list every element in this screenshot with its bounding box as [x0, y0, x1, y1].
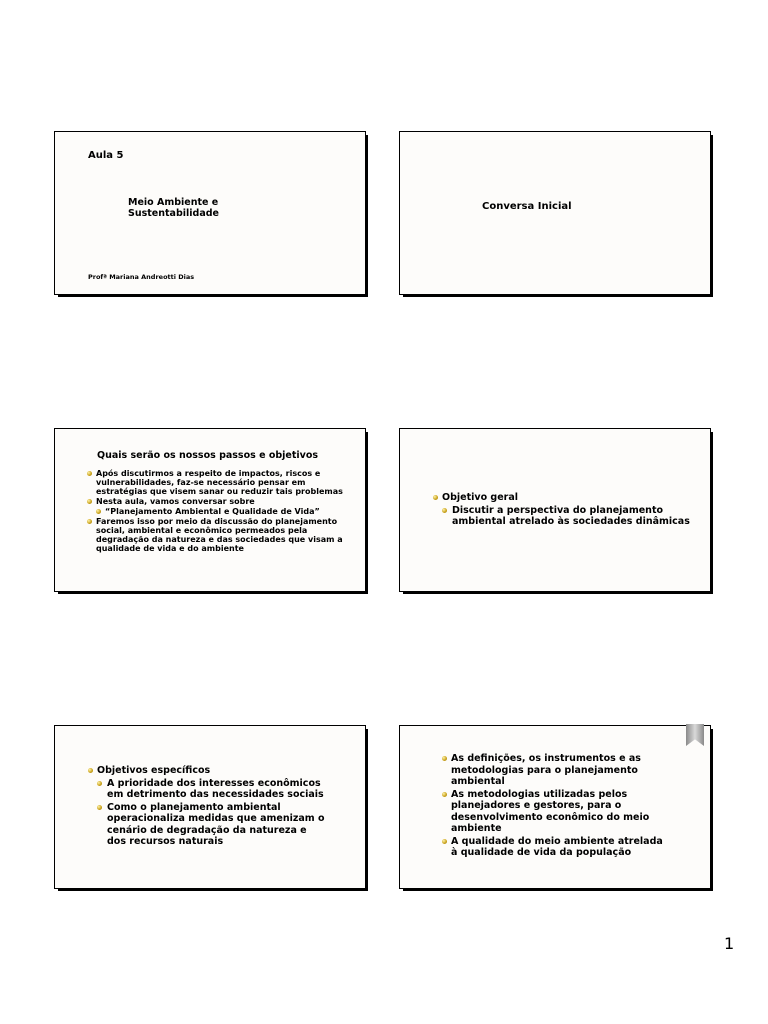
bullet-list [87, 469, 349, 554]
lesson-label: Aula 5 [88, 150, 124, 161]
list-item: A qualidade do meio ambiente atrelada à qualidade de vida da população [442, 836, 664, 859]
list-item: Faremos isso por meio da discussão do planejamento social, ambiental e econômico permeados pela degradação da natureza e das sociedades que visam a qualidade de vida e do ambiente [87, 517, 349, 553]
list-item: Objetivo geral [433, 492, 703, 504]
author-label: Profª Mariana Andreotti Dias [88, 273, 195, 281]
list-item: “Planejamento Ambiental e Qualidade de Vida” [87, 507, 349, 516]
slide-title: Quais serão os nossos passos e objetivos [97, 450, 319, 461]
list-item: As definições, os instrumentos e as metodologias para o planejamento ambiental [442, 753, 664, 788]
page-number: 1 [724, 934, 735, 953]
slide-title: Conversa Inicial [482, 201, 572, 212]
slide-3 [54, 428, 366, 592]
list-item: A prioridade dos interesses econômicos em detrimento das necessidades sociais [88, 778, 328, 801]
list-item: Nesta aula, vamos conversar sobre [87, 497, 349, 506]
list-item: Como o planejamento ambiental operacionaliza medidas que amenizam o cenário de degradação da natureza e dos recursos naturais [88, 802, 328, 848]
slide-1 [54, 131, 366, 295]
list-item: As metodologias utilizadas pelos planejadores e gestores, para o desenvolvimento econômico do meio ambiente [442, 789, 664, 835]
slide-2 [399, 131, 711, 295]
slide-title-line1: Meio Ambiente e [128, 197, 219, 208]
list-item: Após discutirmos a respeito de impactos, riscos e vulnerabilidades, faz-se necessário pensar em estratégias que visem sanar ou reduzir tais problemas [87, 469, 349, 496]
bookmark-icon [686, 724, 704, 746]
bullet-list [433, 492, 703, 529]
slide-4 [399, 428, 711, 592]
list-item: Objetivos específicos [88, 765, 328, 777]
list-item: Discutir a perspectiva do planejamento ambiental atrelado às sociedades dinâmicas [433, 505, 703, 528]
slide-6 [399, 725, 711, 889]
bullet-list [442, 753, 664, 860]
bullet-list [88, 765, 328, 849]
slide-5 [54, 725, 366, 889]
slide-title-line2: Sustentabilidade [128, 208, 219, 219]
